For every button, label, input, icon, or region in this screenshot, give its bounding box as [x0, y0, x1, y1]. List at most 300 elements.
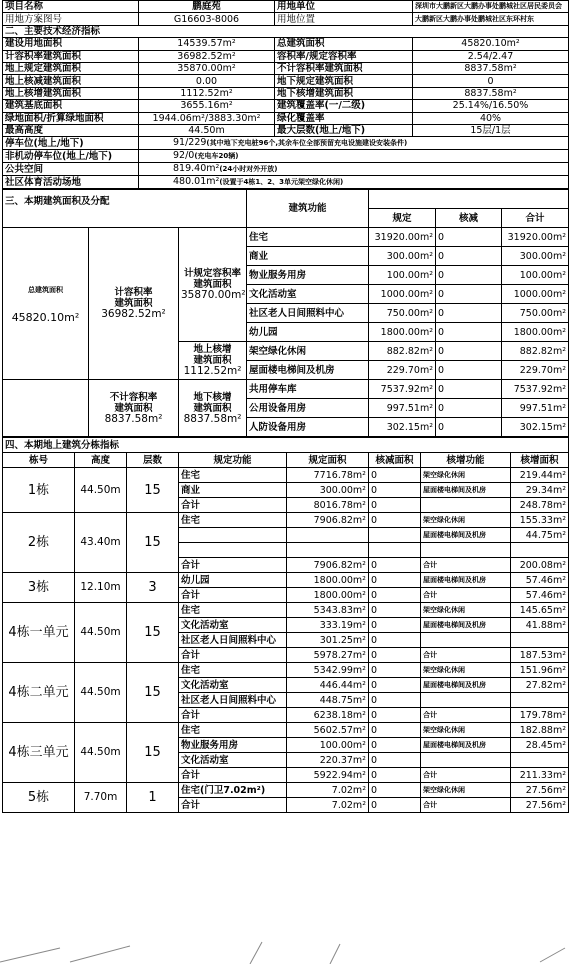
col-height: 高度: [75, 453, 127, 468]
indicator-label: 停车位(地上/地下): [3, 137, 139, 150]
function-cell: 住宅(门卫7.02m²): [179, 783, 287, 798]
indicator-value: 14539.57m²: [139, 38, 275, 50]
col-floors: 层数: [127, 453, 179, 468]
increase-area-cell: 155.33m²: [511, 513, 569, 528]
reduced-cell: 0: [369, 723, 421, 738]
building-floors: 15: [127, 723, 179, 783]
area-cell: 5602.57m²: [287, 723, 369, 738]
reduced-cell: 0: [369, 648, 421, 663]
function-cell: 住宅: [179, 663, 287, 678]
function-cell: [179, 543, 287, 558]
function-cell: 公用设备用房: [247, 399, 369, 418]
function-cell: 商业: [179, 483, 287, 498]
total-cell: 750.00m²: [502, 304, 569, 323]
indicator-label: 社区体育活动场地: [3, 176, 139, 189]
land-location-value: 大鹏新区大鹏办事处鹏城社区东环村东: [413, 13, 569, 25]
total-cell: 1800.00m²: [502, 323, 569, 342]
reduced-cell: 0: [369, 798, 421, 813]
function-cell: 幼儿园: [247, 323, 369, 342]
plan-number-label: 用地方案图号: [3, 13, 139, 25]
under-increase-group: [179, 380, 247, 437]
function-cell: 人防设备用房: [247, 418, 369, 437]
increase-area-cell: 27.56m²: [511, 798, 569, 813]
building-name: 5栋: [3, 783, 75, 813]
reduced-cell: 0: [369, 783, 421, 798]
increase-function-cell: 屋面楼电梯间及机房: [421, 483, 511, 498]
increase-function-cell: 架空绿化休闲: [421, 603, 511, 618]
section-3-body: [3, 228, 569, 437]
reduced-cell: 0: [369, 588, 421, 603]
indicator-label: 建设用地面积: [3, 38, 139, 50]
function-cell: 住宅: [179, 468, 287, 483]
building-height: 44.50m: [75, 468, 127, 513]
reduced-cell: [369, 528, 421, 543]
area-cell: 333.19m²: [287, 618, 369, 633]
section-3-header-spacer: [369, 190, 569, 209]
total-area-cell: [3, 228, 89, 380]
function-cell: 文化活动室: [179, 678, 287, 693]
function-cell: 住宅: [247, 228, 369, 247]
area-cell: 448.75m²: [287, 693, 369, 708]
building-height: 12.10m: [75, 573, 127, 603]
function-cell: 住宅: [179, 513, 287, 528]
above-increase-group-value: 1112.52m²: [183, 365, 242, 378]
section-2-title: 二、主要技术经济指标: [3, 25, 569, 37]
increase-area-cell: 57.46m²: [511, 588, 569, 603]
indicator-value: 91/229: [173, 137, 207, 149]
area-cell: 1800.00m²: [287, 588, 369, 603]
building-row: [3, 663, 569, 678]
building-row: [3, 573, 569, 588]
indicator-row: [3, 38, 569, 50]
indicator-value: 92/0: [173, 150, 195, 162]
building-name: 4栋一单元: [3, 603, 75, 663]
reduced-cell: 0: [369, 768, 421, 783]
increase-function-cell: [421, 498, 511, 513]
function-cell: 社区老人日间照料中心: [247, 304, 369, 323]
increase-function-cell: 屋面楼电梯间及机房: [421, 573, 511, 588]
indicator-value: 44.50m: [139, 124, 275, 136]
building-height: 44.50m: [75, 603, 127, 663]
total-cell: 300.00m²: [502, 247, 569, 266]
section-3-col-function: 建筑功能: [247, 190, 369, 228]
nonfar-area: [89, 380, 179, 437]
planned-cell: 882.82m²: [369, 342, 436, 361]
increase-function-cell: 架空绿化休闲: [421, 468, 511, 483]
indicator-label: 计容积率建筑面积: [3, 50, 139, 62]
project-name-row: [3, 1, 569, 13]
planned-cell: 997.51m²: [369, 399, 436, 418]
indicator-label: 地下规定建筑面积: [275, 75, 413, 87]
area-cell: 1800.00m²: [287, 573, 369, 588]
increase-area-cell: [511, 693, 569, 708]
planned-area-group-label: 建筑面积: [193, 279, 232, 291]
indicator-label: 容积率/规定容积率: [275, 50, 413, 62]
area-cell: 5343.83m²: [287, 603, 369, 618]
section-3-col-total: 合计: [502, 209, 569, 228]
increase-area-cell: 57.46m²: [511, 573, 569, 588]
under-increase-group-value: 8837.58m²: [183, 412, 242, 425]
function-cell: 社区老人日间照料中心: [179, 693, 287, 708]
increase-function-cell: [421, 693, 511, 708]
col-building: 栋号: [3, 453, 75, 468]
total-cell: 31920.00m²: [502, 228, 569, 247]
distribution-row: [3, 380, 569, 399]
area-cell: 220.37m²: [287, 753, 369, 768]
increase-area-cell: 28.45m²: [511, 738, 569, 753]
planned-cell: 750.00m²: [369, 304, 436, 323]
indicator-label: 最高高度: [3, 124, 139, 136]
building-name: 1栋: [3, 468, 75, 513]
col-inc-area: 核增面积: [511, 453, 569, 468]
land-unit-value: 深圳市大鹏新区大鹏办事处鹏城社区居民委员会: [413, 1, 569, 13]
function-cell: 商业: [247, 247, 369, 266]
function-cell: 合计: [179, 798, 287, 813]
indicator-value: 8837.58m²: [413, 62, 569, 74]
reduced-cell: 0: [436, 380, 502, 399]
far-area: [89, 228, 179, 380]
building-height: 43.40m: [75, 513, 127, 573]
col-reduced: 核减面积: [369, 453, 421, 468]
col-function: 规定功能: [179, 453, 287, 468]
increase-area-cell: [511, 543, 569, 558]
total-cell: 882.82m²: [502, 342, 569, 361]
total-cell: 1000.00m²: [502, 285, 569, 304]
function-cell: 合计: [179, 768, 287, 783]
total-cell: 229.70m²: [502, 361, 569, 380]
indicator-value: 0.00: [139, 75, 275, 87]
area-cell: 446.44m²: [287, 678, 369, 693]
section-2-wide-rows: [3, 137, 569, 189]
plan-number-value: G16603-8006: [139, 13, 275, 25]
area-cell: 6238.18m²: [287, 708, 369, 723]
reduced-cell: 0: [436, 361, 502, 380]
section-3-header-row: [3, 190, 569, 209]
increase-function-cell: [421, 753, 511, 768]
increase-area-cell: 27.56m²: [511, 783, 569, 798]
nonfar-area-value: 8837.58m²: [104, 412, 163, 425]
indicator-label: 建筑覆盖率(一/二级): [275, 100, 413, 112]
increase-area-cell: 219.44m²: [511, 468, 569, 483]
function-cell: 社区老人日间照料中心: [179, 633, 287, 648]
indicator-label: 地上核减建筑面积: [3, 75, 139, 87]
increase-function-cell: 架空绿化休闲: [421, 723, 511, 738]
indicator-note: (设置于4栋1、2、3单元架空绿化休闲): [219, 178, 344, 187]
indicator-label: 绿地面积/折算绿地面积: [3, 112, 139, 124]
section-2-title-row: [3, 25, 569, 37]
increase-area-cell: [511, 753, 569, 768]
planned-area-group-value: 35870.00m²: [181, 289, 246, 302]
increase-function-cell: 合计: [421, 648, 511, 663]
function-cell: 共用停车库: [247, 380, 369, 399]
building-height: 7.70m: [75, 783, 127, 813]
function-cell: 住宅: [179, 723, 287, 738]
section-3-title: 三、本期建筑面积及分配: [3, 190, 247, 228]
indicator-value: 1112.52m²: [139, 87, 275, 99]
total-area-continuation: [3, 380, 89, 437]
reduced-cell: 0: [436, 399, 502, 418]
indicator-value: 25.14%/16.50%: [413, 100, 569, 112]
increase-function-cell: 架空绿化休闲: [421, 663, 511, 678]
planned-cell: 229.70m²: [369, 361, 436, 380]
building-floors: 15: [127, 513, 179, 573]
indicator-value: 2.54/2.47: [413, 50, 569, 62]
reduced-cell: 0: [436, 418, 502, 437]
indicator-row: [3, 75, 569, 87]
section-4-title-row: [3, 438, 569, 453]
function-cell: 文化活动室: [247, 285, 369, 304]
area-cell: 300.00m²: [287, 483, 369, 498]
under-increase-group-label: 建筑面积: [193, 402, 232, 414]
reduced-cell: 0: [369, 513, 421, 528]
building-row: [3, 468, 569, 483]
area-cell: 7906.82m²: [287, 558, 369, 573]
function-cell: 文化活动室: [179, 618, 287, 633]
indicator-wide-row: [3, 150, 569, 163]
function-cell: 幼儿园: [179, 573, 287, 588]
reduced-cell: 0: [369, 738, 421, 753]
reduced-cell: 0: [369, 618, 421, 633]
under-increase-group-label: 地下核增: [193, 391, 232, 403]
function-cell: 合计: [179, 708, 287, 723]
increase-area-cell: [511, 633, 569, 648]
area-distribution-table: [2, 189, 569, 437]
indicator-label: 最大层数(地上/地下): [275, 124, 413, 136]
increase-area-cell: 182.88m²: [511, 723, 569, 738]
area-cell: 7.02m²: [287, 798, 369, 813]
indicator-label: 总建筑面积: [275, 38, 413, 50]
total-cell: 302.15m²: [502, 418, 569, 437]
building-floors: 1: [127, 783, 179, 813]
planned-cell: 302.15m²: [369, 418, 436, 437]
function-cell: 架空绿化休闲: [247, 342, 369, 361]
area-cell: [287, 543, 369, 558]
reduced-cell: 0: [369, 468, 421, 483]
indicator-value: 15层/1层: [413, 124, 569, 136]
indicator-label: 绿化覆盖率: [275, 112, 413, 124]
land-location-label: 用地位置: [275, 13, 413, 25]
function-cell: [179, 528, 287, 543]
indicator-label: 非机动停车位(地上/地下): [3, 150, 139, 163]
indicator-row: [3, 62, 569, 74]
building-floors: 3: [127, 573, 179, 603]
increase-function-cell: [421, 543, 511, 558]
building-row: [3, 783, 569, 798]
increase-function-cell: 屋面楼电梯间及机房: [421, 528, 511, 543]
indicator-row: [3, 50, 569, 62]
increase-area-cell: 29.34m²: [511, 483, 569, 498]
indicator-note: (24小时对外开放): [219, 165, 278, 174]
total-area-value: 45820.10m²: [11, 310, 80, 324]
increase-function-cell: 屋面楼电梯间及机房: [421, 678, 511, 693]
increase-area-cell: 248.78m²: [511, 498, 569, 513]
building-name: 4栋三单元: [3, 723, 75, 783]
increase-function-cell: 合计: [421, 588, 511, 603]
col-area: 规定面积: [287, 453, 369, 468]
reduced-cell: 0: [369, 573, 421, 588]
indicator-wide-value: [139, 176, 569, 189]
basic-indicator-table: [2, 0, 569, 189]
increase-area-cell: 200.08m²: [511, 558, 569, 573]
function-cell: 合计: [179, 648, 287, 663]
section-4-header-row: [3, 453, 569, 468]
above-increase-group-label: 建筑面积: [193, 355, 232, 367]
planned-cell: 1000.00m²: [369, 285, 436, 304]
increase-area-cell: 211.33m²: [511, 768, 569, 783]
plan-number-row: [3, 13, 569, 25]
building-row: [3, 723, 569, 738]
indicator-value: 36982.52m²: [139, 50, 275, 62]
function-cell: 物业服务用房: [247, 266, 369, 285]
increase-function-cell: 架空绿化休闲: [421, 783, 511, 798]
total-cell: 7537.92m²: [502, 380, 569, 399]
increase-function-cell: 合计: [421, 798, 511, 813]
indicator-value: 1944.06m²/3883.30m²: [139, 112, 275, 124]
reduced-cell: 0: [369, 678, 421, 693]
total-cell: 100.00m²: [502, 266, 569, 285]
reduced-cell: 0: [369, 498, 421, 513]
planned-cell: 31920.00m²: [369, 228, 436, 247]
increase-area-cell: 179.78m²: [511, 708, 569, 723]
project-name-value: 鹏庭苑: [139, 1, 275, 13]
increase-area-cell: 41.88m²: [511, 618, 569, 633]
indicator-label: 地上规定建筑面积: [3, 62, 139, 74]
distribution-row: [3, 228, 569, 247]
area-cell: 7.02m²: [287, 783, 369, 798]
increase-area-cell: 151.96m²: [511, 663, 569, 678]
increase-function-cell: 屋面楼电梯间及机房: [421, 738, 511, 753]
function-cell: 合计: [179, 498, 287, 513]
section-3-col-planned: 规定: [369, 209, 436, 228]
indicator-label: 地下核增建筑面积: [275, 87, 413, 99]
increase-function-cell: 合计: [421, 768, 511, 783]
increase-function-cell: 合计: [421, 708, 511, 723]
reduced-cell: 0: [369, 483, 421, 498]
area-cell: 5922.94m²: [287, 768, 369, 783]
indicator-value: 819.40m²: [173, 163, 220, 175]
increase-area-cell: 44.75m²: [511, 528, 569, 543]
indicator-value: 8837.58m²: [413, 87, 569, 99]
area-cell: 7716.78m²: [287, 468, 369, 483]
function-cell: 屋面楼电梯间及机房: [247, 361, 369, 380]
function-cell: 合计: [179, 588, 287, 603]
section-4-body: [3, 468, 569, 813]
far-area-label: 建筑面积: [114, 298, 153, 310]
indicator-note: (充电车20辆): [194, 152, 239, 161]
planned-area-group: [179, 228, 247, 342]
indicator-label: 地上核增建筑面积: [3, 87, 139, 99]
area-cell: 5978.27m²: [287, 648, 369, 663]
indicator-label: 建筑基底面积: [3, 100, 139, 112]
area-cell: 7906.82m²: [287, 513, 369, 528]
section-2-rows: [3, 38, 569, 137]
indicator-row: [3, 87, 569, 99]
far-area-label: 计容积率: [114, 287, 153, 299]
building-name: 2栋: [3, 513, 75, 573]
increase-function-cell: 屋面楼电梯间及机房: [421, 618, 511, 633]
reduced-cell: 0: [369, 633, 421, 648]
reduced-cell: 0: [369, 708, 421, 723]
reduced-cell: 0: [436, 266, 502, 285]
drawing-edge-lines: [0, 940, 570, 964]
land-unit-label: 用地单位: [275, 1, 413, 13]
indicator-value: 3655.16m²: [139, 100, 275, 112]
above-increase-group: [179, 342, 247, 380]
planned-cell: 100.00m²: [369, 266, 436, 285]
building-name: 3栋: [3, 573, 75, 603]
indicator-wide-row: [3, 176, 569, 189]
building-floors: 15: [127, 663, 179, 723]
building-floors: 15: [127, 468, 179, 513]
indicator-label: 公共空间: [3, 163, 139, 176]
reduced-cell: 0: [436, 323, 502, 342]
project-name-label: 项目名称: [3, 1, 139, 13]
indicator-wide-row: [3, 163, 569, 176]
reduced-cell: 0: [369, 753, 421, 768]
planned-cell: 1800.00m²: [369, 323, 436, 342]
area-cell: 5342.99m²: [287, 663, 369, 678]
increase-function-cell: 合计: [421, 558, 511, 573]
building-floors: 15: [127, 603, 179, 663]
indicator-wide-value: [139, 150, 569, 163]
increase-area-cell: 187.53m²: [511, 648, 569, 663]
function-cell: 住宅: [179, 603, 287, 618]
reduced-cell: 0: [436, 285, 502, 304]
indicator-value: 0: [413, 75, 569, 87]
reduced-cell: 0: [369, 663, 421, 678]
total-cell: 997.51m²: [502, 399, 569, 418]
indicator-label: 不计容积率建筑面积: [275, 62, 413, 74]
building-row: [3, 513, 569, 528]
planned-cell: 300.00m²: [369, 247, 436, 266]
above-increase-group-label: 地上核增: [193, 344, 232, 356]
indicator-wide-value: [139, 137, 569, 150]
section-4-title: 四、本期地上建筑分栋指标: [3, 438, 569, 453]
indicator-value: 45820.10m²: [413, 38, 569, 50]
area-cell: 8016.78m²: [287, 498, 369, 513]
reduced-cell: [369, 543, 421, 558]
indicator-row: [3, 112, 569, 124]
planned-cell: 7537.92m²: [369, 380, 436, 399]
indicator-sheet: [2, 0, 568, 813]
indicator-value: 35870.00m²: [139, 62, 275, 74]
nonfar-area-label: 建筑面积: [114, 402, 153, 414]
indicator-value: 40%: [413, 112, 569, 124]
building-indicator-table: [2, 437, 569, 813]
far-area-value: 36982.52m²: [101, 308, 166, 321]
reduced-cell: 0: [436, 228, 502, 247]
increase-function-cell: [421, 633, 511, 648]
indicator-row: [3, 100, 569, 112]
area-cell: 100.00m²: [287, 738, 369, 753]
increase-area-cell: 27.82m²: [511, 678, 569, 693]
building-name: 4栋二单元: [3, 663, 75, 723]
area-cell: 301.25m²: [287, 633, 369, 648]
reduced-cell: 0: [369, 603, 421, 618]
indicator-wide-row: [3, 137, 569, 150]
function-cell: 合计: [179, 558, 287, 573]
increase-function-cell: 架空绿化休闲: [421, 513, 511, 528]
reduced-cell: 0: [369, 693, 421, 708]
building-height: 44.50m: [75, 723, 127, 783]
reduced-cell: 0: [436, 247, 502, 266]
building-row: [3, 603, 569, 618]
col-inc-function: 核增功能: [421, 453, 511, 468]
function-cell: 物业服务用房: [179, 738, 287, 753]
section-3-col-reduced: 核减: [436, 209, 502, 228]
function-cell: 文化活动室: [179, 753, 287, 768]
indicator-value: 480.01m²: [173, 176, 220, 188]
